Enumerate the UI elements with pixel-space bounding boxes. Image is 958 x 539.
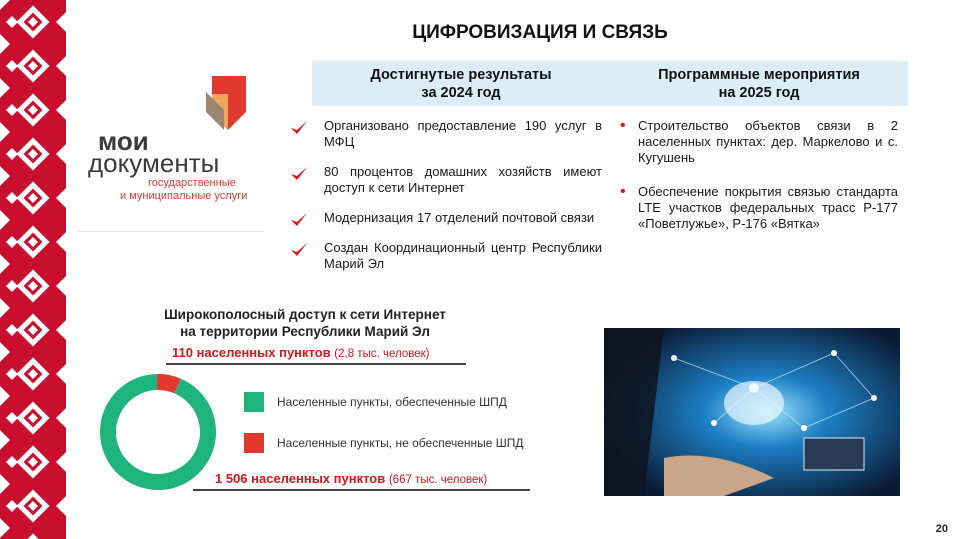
results-list xyxy=(290,118,602,286)
result-item xyxy=(290,210,602,226)
results-header: Достигнутые результаты за 2024 год xyxy=(370,66,552,101)
bullet-icon: • xyxy=(620,117,626,134)
plans-list xyxy=(620,118,898,250)
moi-dokumenty-logo xyxy=(78,72,264,232)
legend-covered xyxy=(243,391,507,413)
logo-divider xyxy=(78,231,264,232)
check-icon xyxy=(290,242,308,258)
check-icon xyxy=(290,212,308,228)
donut-slice-covered xyxy=(108,382,208,482)
check-icon xyxy=(290,120,308,136)
callout-line-top xyxy=(166,363,466,365)
bullet-icon: • xyxy=(620,183,626,200)
legend-not-covered xyxy=(243,432,524,454)
not-covered-people: (2,8 тыс. человек) xyxy=(334,348,430,360)
logo-name-1: мои xyxy=(98,126,149,156)
plan-text: Обеспечение покрытия связью стандарта LTE участков федеральных трасс Р-177 «Поветлужье», Р-176 «Вятка» xyxy=(638,184,898,231)
result-item xyxy=(290,118,602,150)
legend-swatch-not-covered xyxy=(243,432,265,454)
covered-count: 1 506 населенных пунктов xyxy=(215,471,386,486)
not-covered-count: 110 населенных пунктов xyxy=(172,345,331,360)
plans-header: Программные мероприятия на 2025 год xyxy=(658,66,860,101)
ornament-border xyxy=(0,0,66,539)
donut-slice-not-covered xyxy=(157,382,178,386)
callout-line-bottom xyxy=(193,489,530,491)
check-icon xyxy=(290,166,308,182)
logo-tagline-2: и муниципальные услуги xyxy=(120,190,248,202)
logo-tagline-1: государственные xyxy=(148,177,236,189)
result-text: 80 процентов домашних хозяйств имеют доступ к сети Интернет xyxy=(324,164,602,195)
page-title: ЦИФРОВИЗАЦИЯ И СВЯЗЬ xyxy=(412,22,668,43)
result-item xyxy=(290,164,602,196)
plan-item xyxy=(620,184,898,232)
plan-text: Строительство объектов связи в 2 населенных пунктах: дер. Маркелово и с. Кугушень xyxy=(638,118,898,165)
table-header xyxy=(312,61,908,106)
logo-name-2: документы xyxy=(88,148,220,178)
not-covered-label xyxy=(172,345,429,360)
covered-label xyxy=(215,471,487,486)
result-text: Организовано предоставление 190 услуг в МФЦ xyxy=(324,118,602,149)
broadband-donut-chart xyxy=(98,372,218,492)
result-item xyxy=(290,240,602,272)
legend-not-covered-label: Населенные пункты, не обеспеченные ШПД xyxy=(277,436,524,450)
plan-item xyxy=(620,118,898,166)
legend-covered-label: Населенные пункты, обеспеченные ШПД xyxy=(277,395,507,409)
result-text: Модернизация 17 отделений почтовой связи xyxy=(324,210,595,225)
covered-people: (667 тыс. человек) xyxy=(388,474,488,486)
broadband-title: Широкополосный доступ к сети Интернет на территории Республики Марий Эл xyxy=(164,307,446,339)
legend-swatch-covered xyxy=(243,391,265,413)
digital-technology-image xyxy=(604,328,900,496)
page-number: 20 xyxy=(935,523,948,535)
result-text: Создан Координационный центр Республики Марий Эл xyxy=(324,240,602,271)
